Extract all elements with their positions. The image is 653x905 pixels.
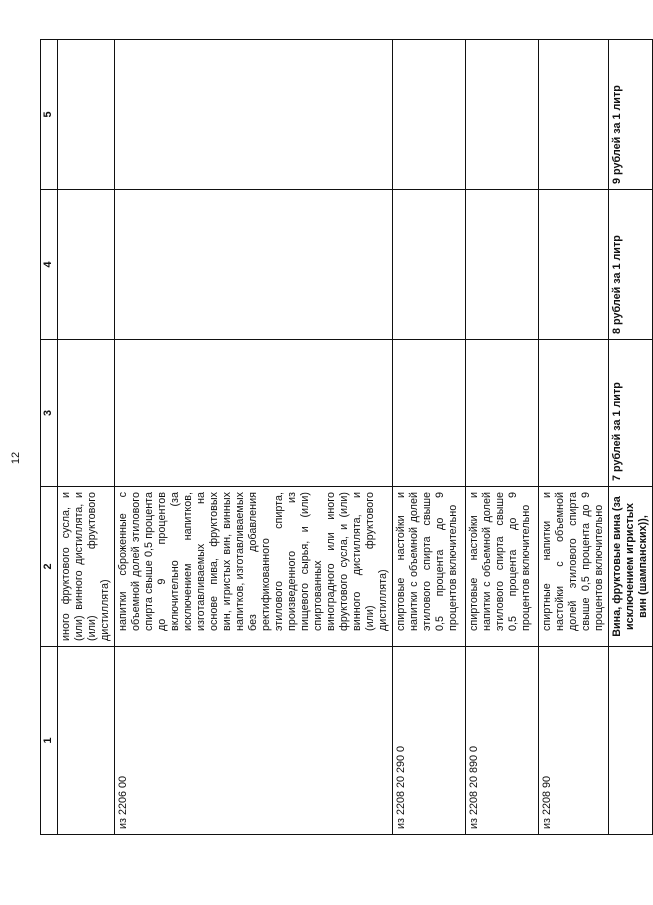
row-rate-col5 [466,40,539,190]
row-code: из 2206 00 [115,647,393,835]
row-rate-col3 [115,340,393,487]
header-col-2: 2 [41,487,58,647]
table-row [58,40,115,835]
row-code: из 2208 90 [539,647,609,835]
excise-rates-table [40,39,653,835]
header-col-5: 5 [41,40,58,190]
row-rate-col3: 7 рублей за 1 литр [609,340,653,487]
row-rate-col4 [539,190,609,340]
row-description-text: спиртовые настойки и напитки с объемной долей этилового спирта свыше 0,5 процента до 9 процентов включительно [395,492,459,631]
row-rate-col3 [58,340,115,487]
row-code: из 2208 20 290 0 [393,647,466,835]
table-row [466,40,539,835]
row-rate-col4 [466,190,539,340]
row-rate-col5 [115,40,393,190]
header-col-1: 1 [41,647,58,835]
row-rate-col5 [58,40,115,190]
row-rate-col4 [115,190,393,340]
table-row [609,40,653,835]
row-description-text: спиртные напитки и настойки с объемной долей этилового спирта свыше 0,5 процента до 9 процентов включительно [541,492,605,631]
row-rate-col5: 9 рублей за 1 литр [609,40,653,190]
row-description-text: напитки сброженные с объемной долей этилового спирта свыше 0,5 процента до 9 процентов включительно (за исключением напитков, изготавливаемых на основе пива, фруктовых вин, игристых вин, винных напитков, изготавливаемых без добавления ректификованного этилового спирта, произведенного из пищевого сырья, и (или) спиртованных виноградного или иного фруктового сусла, и (или) винного дистиллята, и (или) фруктового дистиллята) [117,492,389,631]
table-row [115,40,393,835]
row-rate-col5 [393,40,466,190]
row-rate-col4: 8 рублей за 1 литр [609,190,653,340]
row-code: из 2208 20 890 0 [466,647,539,835]
table-row [539,40,609,835]
row-description [466,487,539,647]
row-rate-col4 [393,190,466,340]
header-col-3: 3 [41,340,58,487]
page-number: 12 [10,451,22,465]
row-code [58,647,115,835]
row-description [539,487,609,647]
row-rate-col5 [539,40,609,190]
rotated-table-wrapper [40,40,649,835]
row-code [609,647,653,835]
row-description [115,487,393,647]
row-description: Вина, фруктовые вина (за исключением игристых вин (шампанских)), [609,487,653,647]
table-row [393,40,466,835]
row-description-text: спиртовые настойки и напитки с объемной долей этилового спирта свыше 0,5 процента до 9 процентов включительно [468,492,532,631]
row-rate-col3 [539,340,609,487]
row-description: иного фруктового сусла, и (или) винного дистиллята, и (или) фруктового дистиллята) [58,487,115,647]
header-col-4: 4 [41,190,58,340]
table-header-row [41,40,58,835]
row-rate-col3 [393,340,466,487]
row-rate-col3 [466,340,539,487]
row-description [393,487,466,647]
row-rate-col4 [58,190,115,340]
